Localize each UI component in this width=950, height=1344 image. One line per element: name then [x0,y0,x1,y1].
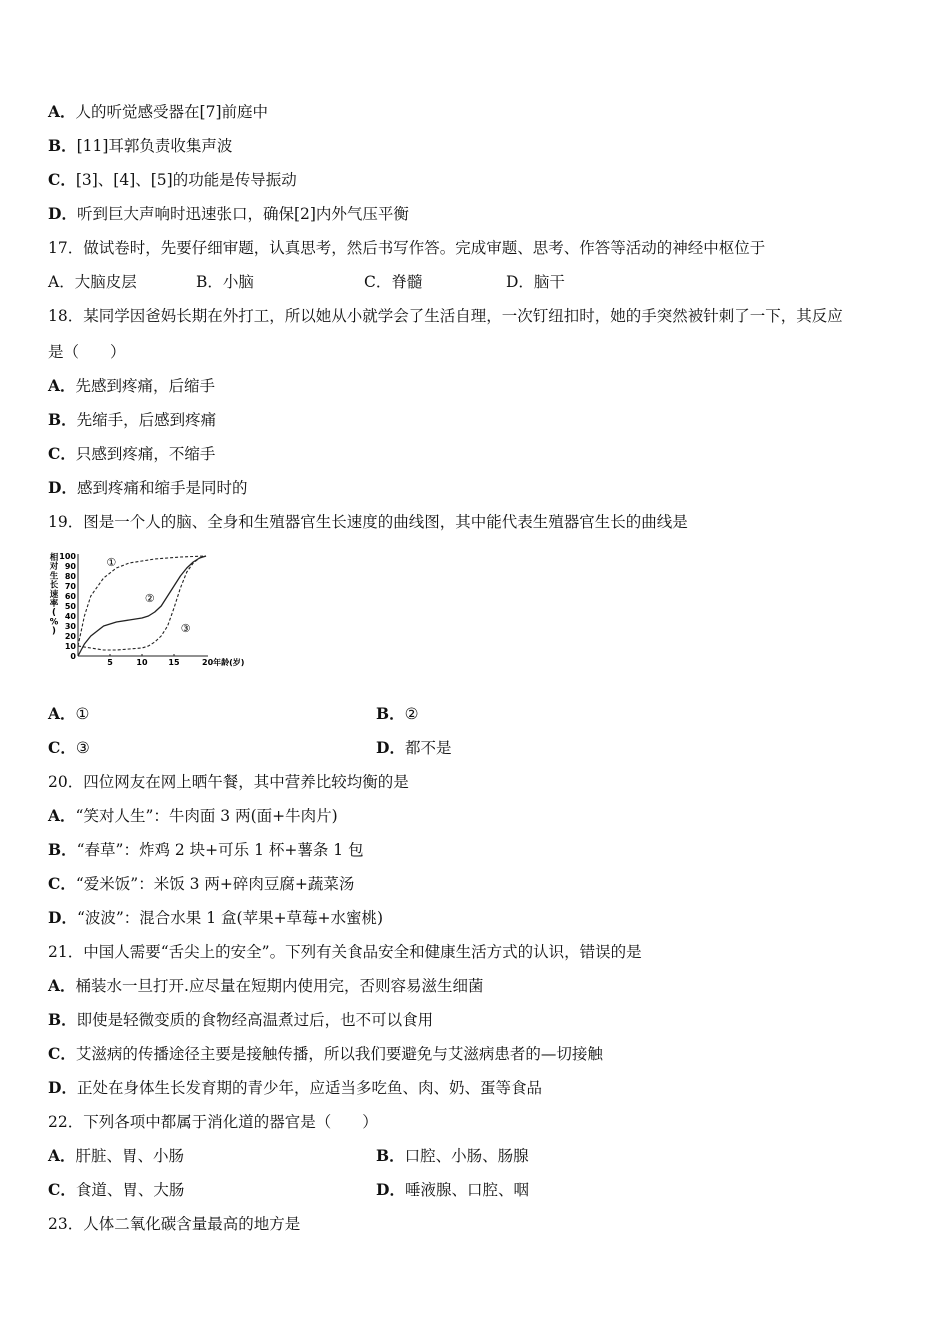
y-tick-label: 40 [64,612,76,621]
x-tick-label: 5 [107,658,113,667]
series-label-2: ② [144,592,155,605]
x-tick-label: 10 [136,658,148,667]
q17-option-b: B．小脑 [196,273,254,291]
q17-stem: 17．做试卷时，先要仔细审题，认真思考，然后书写作答。完成审题、思考、作答等活动的神经中枢位于 [48,239,766,257]
y-axis-label-char: 速 [49,589,59,600]
q20-option-a: A．“笑对人生”：牛肉面 3 两(面+牛肉片) [48,806,338,825]
series-label-3: ③ [180,622,191,635]
y-axis-label-char: 率 [49,599,59,609]
q17-option-d: D．脑干 [506,273,565,291]
q21-option-c: C．艾滋病的传播途径主要是接触传播，所以我们要避免与艾滋病患者的—切接触 [48,1044,603,1063]
q18-option-b: B．先缩手，后感到疼痛 [48,410,217,429]
q18-stem-line2: 是（ ） [48,343,126,361]
y-axis-label-char: 相 [49,553,59,563]
q23-stem: 23．人体二氧化碳含量最高的地方是 [48,1215,301,1233]
growth-rate-chart [44,548,274,678]
q18-option-a: A．先感到疼痛，后缩手 [48,376,216,395]
q20-option-c: C．“爱米饭”：米饭 3 两+碎肉豆腐+蔬菜汤 [48,874,355,893]
q19-option-c: C．③ [48,738,90,757]
q19-stem: 19．图是一个人的脑、全身和生殖器官生长速度的曲线图，其中能代表生殖器官生长的曲线是 [48,513,688,531]
y-tick-label: 60 [64,592,76,601]
y-tick-label: 30 [64,622,76,631]
q18-option-d: D．感到疼痛和缩手是同时的 [48,478,248,497]
q21-option-d: D．正处在身体生长发育期的青少年，应适当多吃鱼、肉、奶、蛋等食品 [48,1078,542,1097]
q20-option-d: D．“波波”：混合水果 1 盒(苹果+草莓+水蜜桃) [48,908,384,927]
q22-option-d: D．唾液腺、口腔、咽 [376,1180,529,1199]
q17-option-c: C．脊髓 [364,273,423,291]
series-line-2 [78,556,206,656]
y-tick-label: 90 [64,562,76,571]
q19-option-b: B．② [376,704,419,723]
y-axis-label-char: 长 [49,580,59,591]
y-axis-label [49,552,59,637]
q16-option-c: C．[3]、[4]、[5]的功能是传导振动 [48,170,297,189]
q18-option-c: C．只感到疼痛，不缩手 [48,444,216,463]
y-axis-label-char: % [49,617,59,628]
q22-option-a: A．肝脏、胃、小肠 [48,1146,185,1165]
q21-option-a: A．桶装水一旦打开.应尽量在短期内使用完，否则容易滋生细菌 [48,976,484,995]
q20-stem: 20．四位网友在网上晒午餐，其中营养比较均衡的是 [48,773,409,791]
q16-option-d: D．听到巨大声响时迅速张口，确保[2]内外气压平衡 [48,204,409,223]
q19-option-d: D．都不是 [376,738,452,757]
q22-option-b: B．口腔、小肠、肠腺 [376,1146,529,1165]
y-axis-label-char: ) [52,626,56,637]
series-line-3 [78,556,206,650]
x-axis-label: 20年龄(岁) [202,658,245,667]
q22-option-c: C．食道、胃、大肠 [48,1180,185,1199]
y-tick-label: 100 [59,552,76,561]
y-tick-label: 70 [64,582,76,591]
q22-stem: 22．下列各项中都属于消化道的器官是（ ） [48,1113,378,1131]
y-tick-label: 80 [64,572,76,581]
y-tick-label: 50 [64,602,76,611]
q21-option-b: B．即使是轻微变质的食物经高温煮过后，也不可以食用 [48,1010,434,1029]
q16-option-b: B．[11]耳郭负责收集声波 [48,136,233,155]
q19-option-a: A．① [48,704,90,723]
y-tick-label: 20 [64,632,76,641]
growth-chart-svg [44,548,274,674]
y-axis-label-char: 对 [49,562,59,573]
q21-stem: 21．中国人需要“舌尖上的安全”。下列有关食品安全和健康生活方式的认识，错误的是 [48,943,642,961]
q16-option-a: A．人的听觉感受器在[7]前庭中 [48,102,268,121]
y-tick-label: 10 [64,642,76,651]
y-tick-label: 0 [70,652,76,661]
x-tick-label: 15 [168,658,180,667]
series-label-1: ① [106,556,117,569]
y-axis-label-char: ( [52,608,56,619]
q17-option-a: A．大脑皮层 [48,273,137,291]
q18-stem-line1: 18．某同学因爸妈长期在外打工，所以她从小就学会了生活自理，一次钉纽扣时，她的手突然被针刺了一下，其反应 [48,307,843,325]
y-axis-label-char: 生 [49,571,59,582]
q20-option-b: B．“春草”：炸鸡 2 块+可乐 1 杯+薯条 1 包 [48,840,364,859]
